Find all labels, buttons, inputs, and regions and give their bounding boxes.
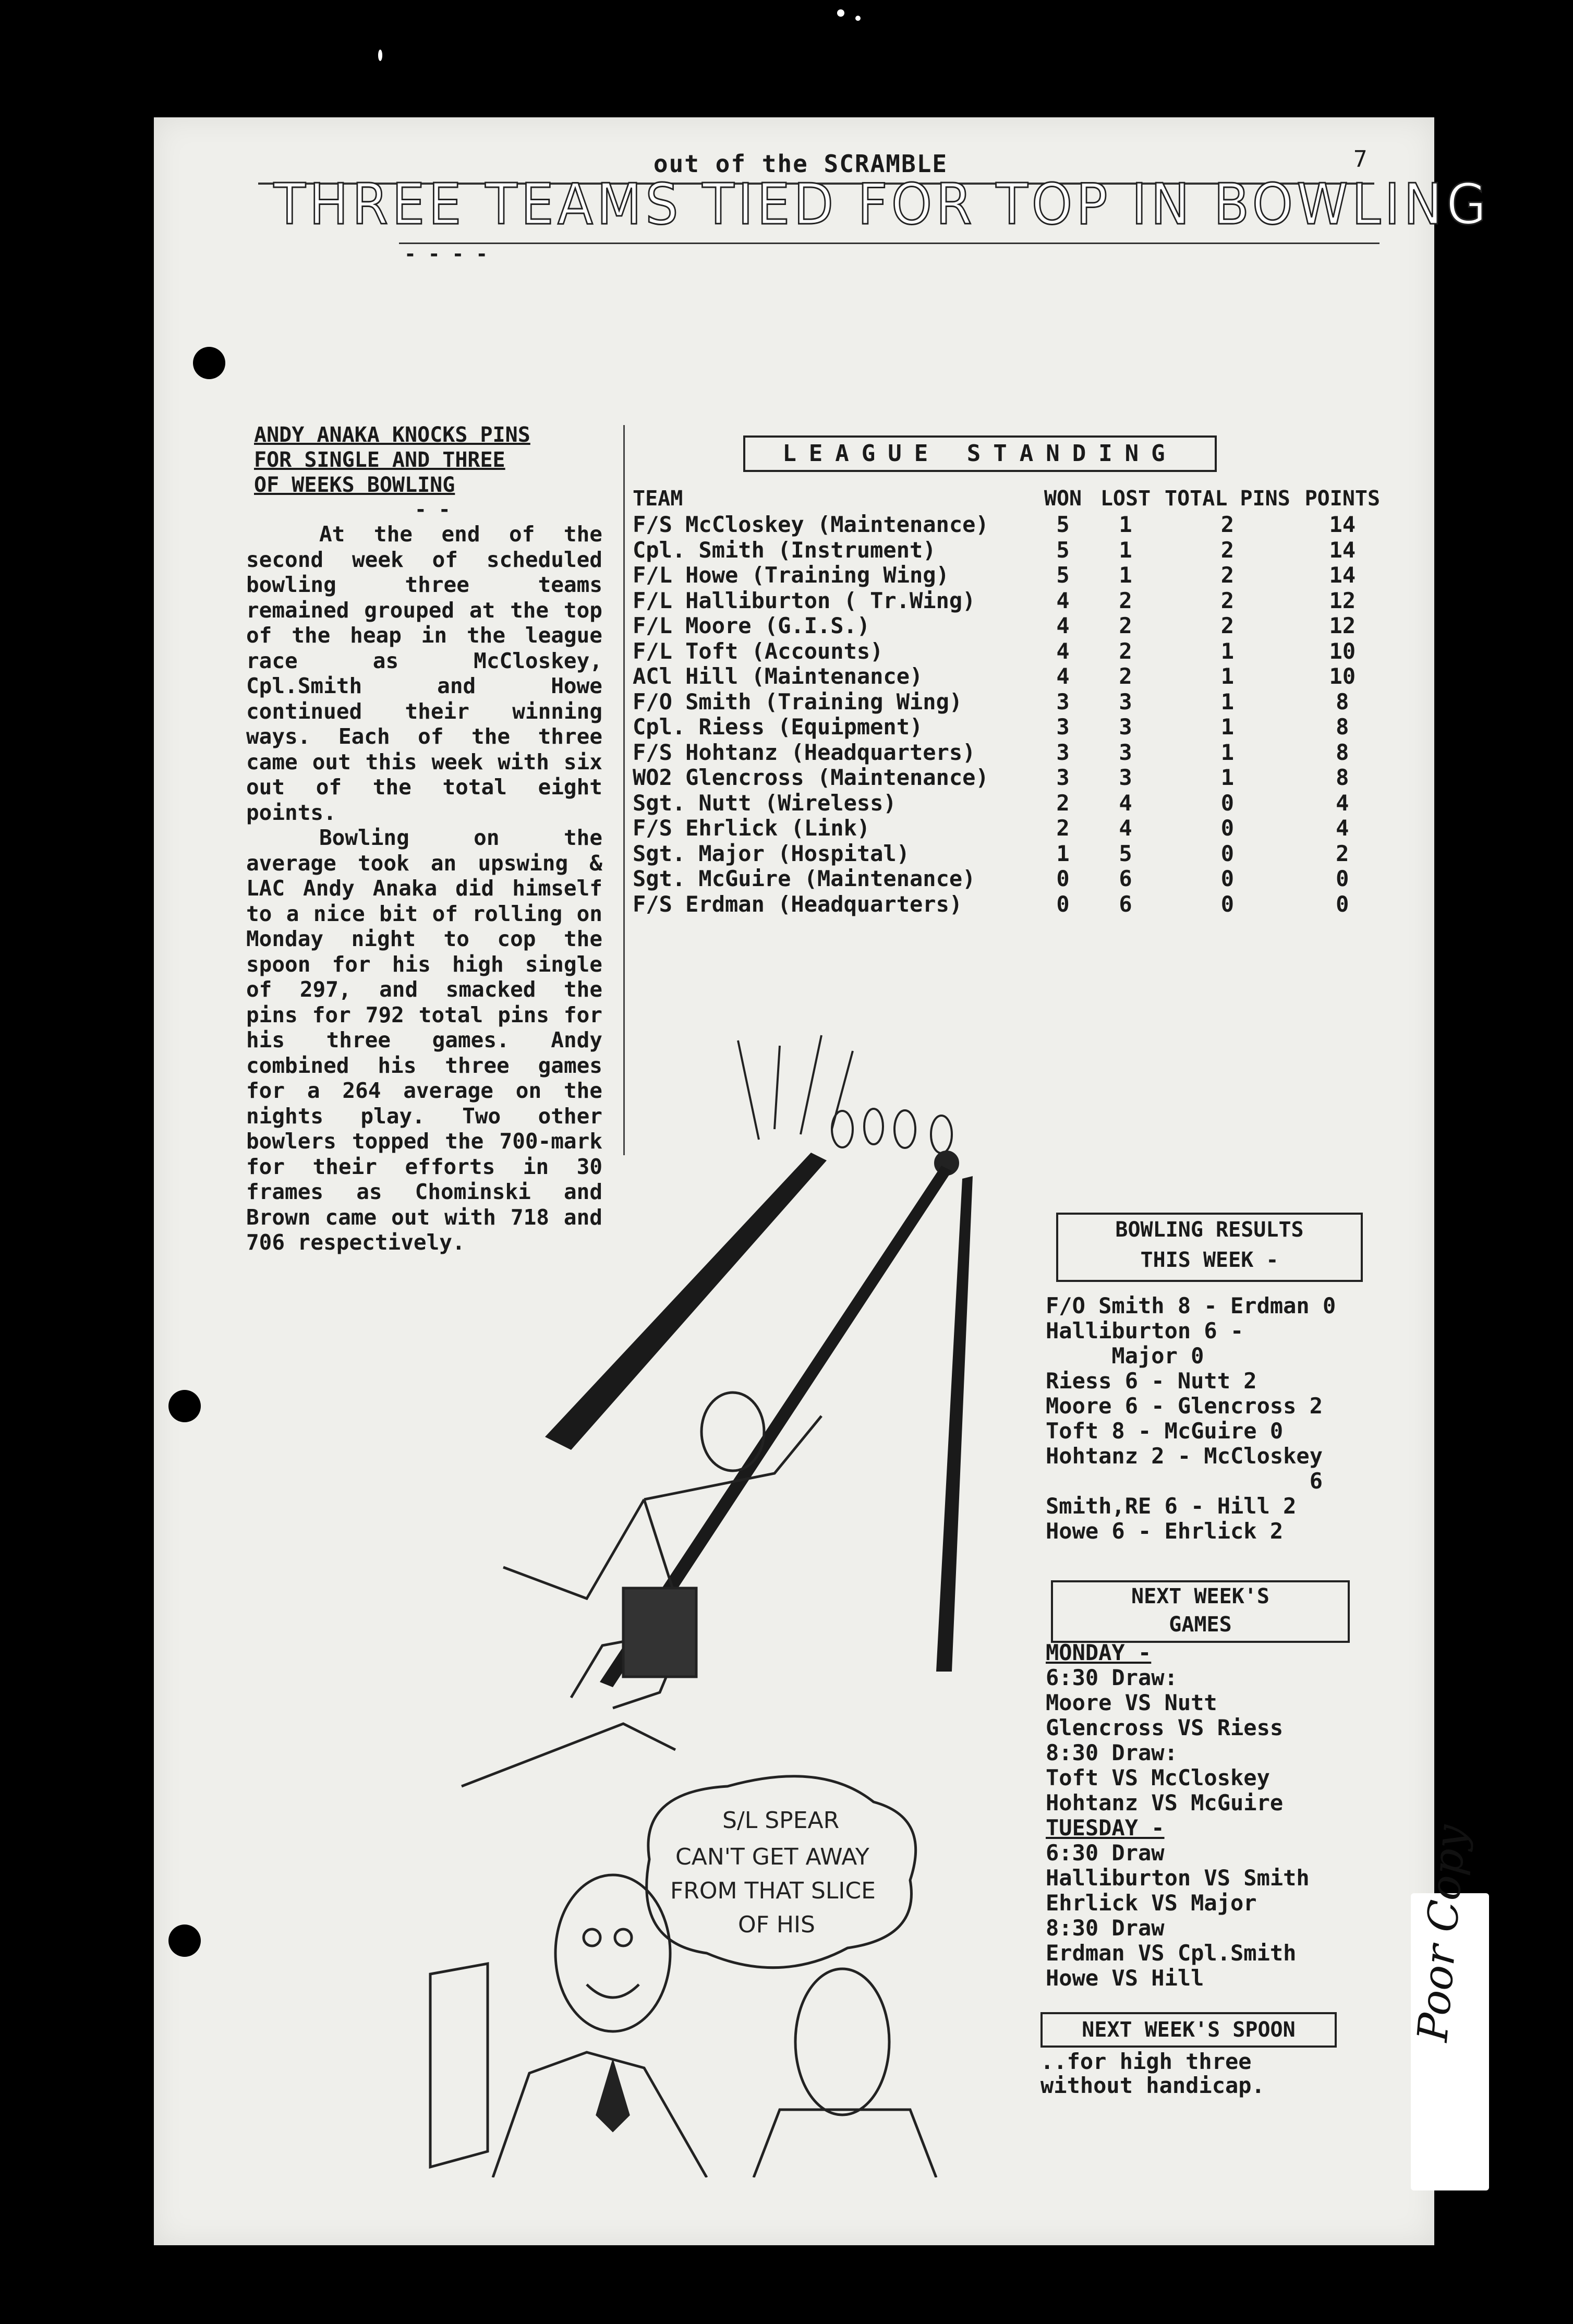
team-cell: F/S McCloskey (Maintenance): [633, 512, 989, 538]
table-row: [633, 816, 1395, 841]
team-cell: F/S Hohtanz (Headquarters): [633, 739, 976, 765]
won-cell: 4: [1056, 587, 1070, 613]
team-cell: WO2 Glencross (Maintenance): [633, 765, 989, 791]
day-heading-monday: MONDAY -: [1046, 1640, 1152, 1665]
points-cell: 8: [1336, 688, 1349, 715]
won-cell: 2: [1056, 790, 1070, 816]
team-cell: Sgt. Nutt (Wireless): [633, 790, 897, 816]
spoon-title: NEXT WEEK'S SPOON: [1040, 2012, 1337, 2048]
ball-trails: [545, 1153, 973, 1687]
team-cell: Cpl. Riess (Equipment): [633, 714, 923, 740]
table-row: [633, 689, 1395, 715]
lost-cell: 4: [1119, 790, 1132, 816]
lost-cell: 3: [1119, 739, 1132, 765]
lost-cell: 2: [1119, 663, 1132, 689]
game-line: Moore VS Nutt: [1046, 1690, 1217, 1715]
lost-cell: 2: [1119, 613, 1132, 639]
column-header-team: TEAM: [633, 487, 683, 511]
table-row: [633, 512, 1395, 538]
points-cell: 4: [1336, 815, 1349, 841]
team-cell: ACl Hill (Maintenance): [633, 663, 923, 689]
pins-cell: 1: [1220, 638, 1235, 664]
article-subhead: [254, 422, 598, 498]
speech-bubble: [647, 1776, 916, 1968]
team-cell: Sgt. McGuire (Maintenance): [633, 866, 976, 892]
pins-cell: 2: [1220, 537, 1235, 563]
bubble-line: S/L SPEAR: [722, 1807, 840, 1834]
game-line: Glencross VS Riess: [1046, 1715, 1284, 1740]
result-line: 6: [1046, 1468, 1323, 1494]
draw-time: 6:30 Draw: [1046, 1840, 1165, 1866]
next-games-list: [1046, 1640, 1421, 1991]
result-line: Moore 6 - Glencross 2: [1046, 1393, 1323, 1419]
lost-cell: 6: [1119, 866, 1132, 892]
column-header-won: WON: [1044, 487, 1082, 511]
subhead-line: OF WEEKS BOWLING: [254, 473, 455, 497]
table-row: [633, 538, 1395, 563]
dust-speck: [837, 9, 844, 17]
won-cell: 2: [1056, 815, 1070, 841]
table-row: [633, 715, 1395, 740]
game-line: Hohtanz VS McGuire: [1046, 1790, 1284, 1815]
lost-cell: 3: [1119, 765, 1132, 791]
team-cell: Sgt. Major (Hospital): [633, 840, 910, 866]
lost-cell: 2: [1119, 638, 1132, 664]
points-cell: 10: [1329, 638, 1356, 664]
lost-cell: 6: [1119, 891, 1132, 917]
pins-cell: 1: [1220, 765, 1235, 791]
decorative-dashes: - - - -: [404, 243, 488, 265]
game-line: Halliburton VS Smith: [1046, 1865, 1310, 1891]
won-cell: 3: [1056, 688, 1070, 715]
punch-hole: [168, 1924, 201, 1957]
next-games-title-line: GAMES: [1169, 1613, 1232, 1637]
result-line: Howe 6 - Ehrlick 2: [1046, 1518, 1284, 1544]
lost-cell: 1: [1119, 537, 1132, 563]
points-cell: 8: [1336, 714, 1349, 740]
result-line: Toft 8 - McGuire 0: [1046, 1418, 1284, 1444]
won-cell: 4: [1056, 663, 1070, 689]
result-line: F/O Smith 8 - Erdman 0: [1046, 1293, 1336, 1318]
punch-hole: [193, 347, 225, 379]
pins-cell: 2: [1220, 562, 1235, 588]
table-row: [633, 791, 1395, 816]
bowling-pins-sketch: [738, 1035, 958, 1175]
pins-cell: 2: [1220, 613, 1235, 639]
team-cell: Cpl. Smith (Instrument): [633, 537, 936, 563]
pins-cell: 1: [1220, 663, 1235, 689]
result-line: Riess 6 - Nutt 2: [1046, 1368, 1257, 1394]
headline-rule: [399, 243, 1380, 244]
table-row: [633, 613, 1395, 639]
draw-time: 8:30 Draw:: [1046, 1740, 1178, 1765]
points-cell: 14: [1329, 537, 1356, 563]
next-games-title: [1051, 1580, 1350, 1643]
points-cell: 14: [1329, 562, 1356, 588]
results-title-line: BOWLING RESULTS: [1115, 1218, 1304, 1242]
article-paragraph: At the end of the second week of scheduled bowling three teams remained grouped at the top of the heap in the league race as McCloskey, Cpl.Smith and Howe continued their winning ways. Each of the three came out this week with six out of the total eight points.: [246, 522, 602, 825]
bubble-line: FROM THAT SLICE: [670, 1878, 876, 1904]
team-cell: F/S Erdman (Headquarters): [633, 891, 963, 917]
spoon-description: [1040, 2050, 1416, 2098]
team-cell: F/L Halliburton ( Tr.Wing): [633, 587, 976, 613]
table-row: [633, 841, 1395, 867]
subhead-line: FOR SINGLE AND THREE: [254, 448, 505, 472]
publication-name: out of the SCRAMBLE: [653, 150, 948, 178]
won-cell: 3: [1056, 739, 1070, 765]
pins-cell: 0: [1220, 891, 1235, 917]
draw-time: 8:30 Draw: [1046, 1915, 1165, 1941]
lost-cell: 3: [1119, 688, 1132, 715]
column-header-lost: LOST: [1100, 487, 1151, 511]
won-cell: 5: [1056, 537, 1070, 563]
bubble-line: OF HIS: [738, 1911, 815, 1938]
team-cell: F/S Ehrlick (Link): [633, 815, 870, 841]
game-line: Toft VS McCloskey: [1046, 1765, 1270, 1790]
result-line: Hohtanz 2 - McCloskey: [1046, 1443, 1323, 1469]
result-line: Major 0: [1046, 1343, 1204, 1369]
pins-cell: 0: [1220, 840, 1235, 866]
pins-cell: 1: [1220, 739, 1235, 765]
bubble-line: CAN'T GET AWAY: [675, 1844, 869, 1870]
won-cell: 3: [1056, 714, 1070, 740]
lost-cell: 1: [1119, 562, 1132, 588]
game-line: Ehrlick VS Major: [1046, 1890, 1257, 1916]
table-row: [633, 765, 1395, 791]
points-cell: 0: [1336, 866, 1349, 892]
won-cell: 0: [1056, 891, 1070, 917]
day-heading-tuesday: TUESDAY -: [1046, 1815, 1165, 1841]
won-cell: 5: [1056, 562, 1070, 588]
won-cell: 0: [1056, 866, 1070, 892]
table-row: [633, 588, 1395, 614]
pins-cell: 2: [1220, 512, 1235, 538]
pins-cell: 0: [1220, 790, 1235, 816]
table-row: [633, 563, 1395, 588]
spectators-sketch: [430, 1875, 936, 2177]
column-header-total-pins: TOTAL PINS: [1165, 487, 1290, 511]
results-title: [1056, 1213, 1363, 1282]
results-title-line: THIS WEEK -: [1140, 1248, 1279, 1272]
won-cell: 3: [1056, 765, 1070, 791]
lost-cell: 1: [1119, 512, 1132, 538]
pins-cell: 0: [1220, 866, 1235, 892]
table-row: [633, 664, 1395, 689]
pins-cell: 2: [1220, 587, 1235, 613]
results-list: [1046, 1293, 1421, 1544]
lost-cell: 3: [1119, 714, 1132, 740]
pins-cell: 1: [1220, 714, 1235, 740]
team-cell: F/L Toft (Accounts): [633, 638, 884, 664]
bowling-cartoon: [415, 1004, 1082, 2177]
spoon-line: without handicap.: [1040, 2073, 1265, 2098]
points-cell: 0: [1336, 891, 1349, 917]
spoon-line: ..for high three: [1040, 2049, 1252, 2074]
article-paragraph: Bowling on the average took an upswing & LAC Andy Anaka did himself to a nice bit of rolling on Monday night to cop the spoon for his high single of 297, and smacked the pins for 792 total pins for his three games. Andy combined his three games for a 264 average on the nights play. Two other bowlers topped the 700-mark for their efforts in 30 frames as Chominski and Brown came out with 718 and 706 respectively.: [246, 825, 602, 1255]
margin-note-text: Poor Copy: [1408, 1823, 1475, 2044]
column-header-points: POINTS: [1304, 487, 1381, 511]
points-cell: 12: [1329, 587, 1356, 613]
won-cell: 4: [1056, 638, 1070, 664]
table-row: [633, 740, 1395, 766]
table-header-row: [633, 485, 1395, 512]
team-cell: F/L Howe (Training Wing): [633, 562, 949, 588]
game-line: Howe VS Hill: [1046, 1965, 1204, 1991]
points-cell: 10: [1329, 663, 1356, 689]
table-row: [633, 892, 1395, 917]
subhead-line: ANDY ANAKA KNOCKS PINS: [254, 423, 530, 447]
points-cell: 8: [1336, 739, 1349, 765]
dust-speck: [378, 50, 382, 61]
won-cell: 4: [1056, 613, 1070, 639]
result-line: Halliburton 6 -: [1046, 1318, 1244, 1343]
game-line: Erdman VS Cpl.Smith: [1046, 1940, 1297, 1966]
team-cell: F/O Smith (Training Wing): [633, 688, 963, 715]
draw-time: 6:30 Draw:: [1046, 1665, 1178, 1690]
lost-cell: 2: [1119, 587, 1132, 613]
team-cell: F/L Moore (G.I.S.): [633, 613, 870, 639]
decorative-dashes: - -: [415, 498, 451, 521]
points-cell: 14: [1329, 512, 1356, 538]
next-games-title-line: NEXT WEEK'S: [1131, 1584, 1269, 1608]
points-cell: 12: [1329, 613, 1356, 639]
pins-cell: 0: [1220, 815, 1235, 841]
points-cell: 2: [1336, 840, 1349, 866]
table-row: [633, 866, 1395, 892]
pins-cell: 1: [1220, 688, 1235, 715]
standing-rows: [633, 512, 1395, 917]
result-line: Smith,RE 6 - Hill 2: [1046, 1493, 1297, 1519]
lost-cell: 4: [1119, 815, 1132, 841]
points-cell: 4: [1336, 790, 1349, 816]
table-row: [633, 639, 1395, 664]
won-cell: 1: [1056, 840, 1070, 866]
page-headline: THREE TEAMS TIED FOR TOP IN BOWLING: [274, 172, 1491, 237]
punch-hole: [168, 1390, 201, 1422]
league-standing-title: LEAGUE STANDING: [743, 435, 1217, 472]
points-cell: 8: [1336, 765, 1349, 791]
lost-cell: 5: [1119, 840, 1132, 866]
dust-speck: [855, 16, 861, 21]
page-number: 7: [1353, 146, 1368, 173]
won-cell: 5: [1056, 512, 1070, 538]
league-standing-table: [633, 485, 1395, 917]
